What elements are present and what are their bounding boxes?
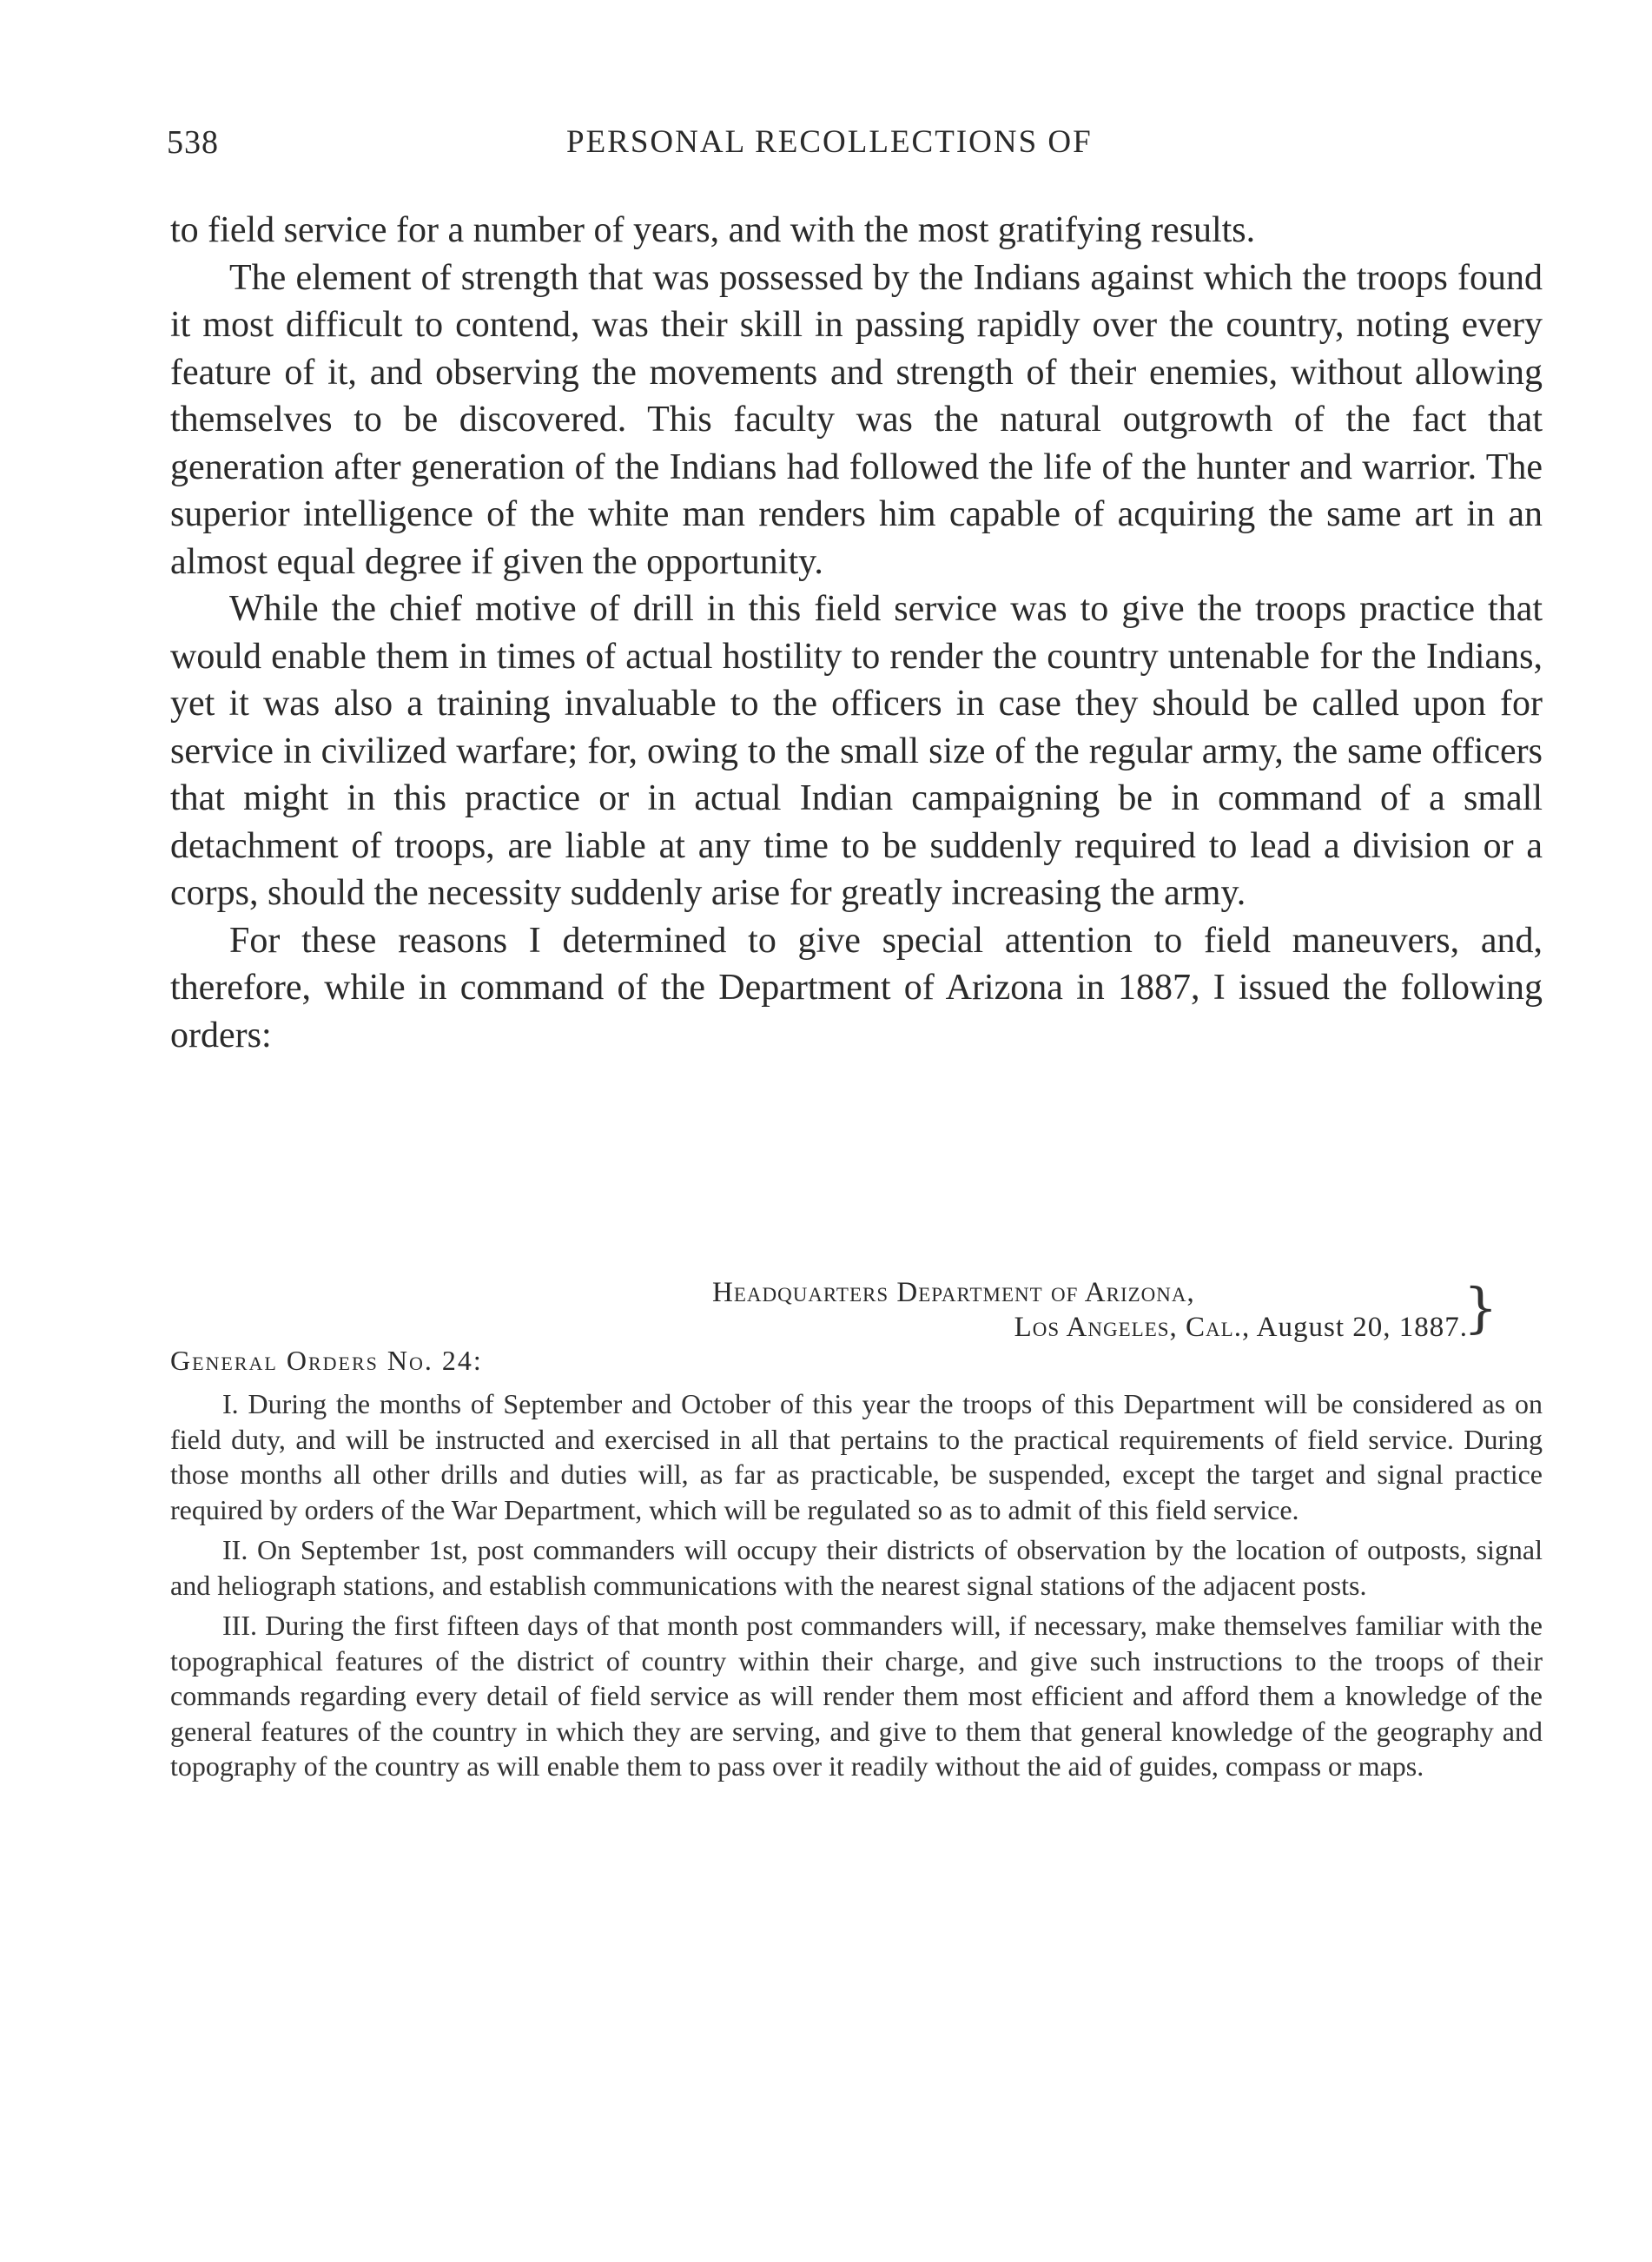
order-item: I. During the months of September and October of this year the troops of this Department will be considered as on field duty, and will be instructed and exercised in all that pertains to the practical requirements of field service. During those months all other drills and duties will, as far as practicable, be suspended, except the target and signal practice required by orders of the War Department, which will be regulated so as to admit of this field service.: [170, 1388, 1543, 1525]
orders-date: August 20, 1887.: [1256, 1312, 1468, 1343]
page-number: 538: [167, 124, 219, 161]
paragraph: For these reasons I determined to give special attention to field maneuvers, and, therefore, while in command of the Department of Arizona in 1887, I issued the following orders:: [170, 920, 1543, 1055]
running-head: [167, 123, 1539, 167]
general-orders-number: General Orders No. 24:: [170, 1345, 483, 1376]
orders-place: Los Angeles, Cal.,: [1014, 1312, 1251, 1343]
paragraph: While the chief motive of drill in this field service was to give the troops practice that would enable them in times of actual hostility to render the country untenable for the Indians, yet it was also a training invaluable to the officers in case they should be called upon for service in civilized warfare; for, owing to the small size of the regular army, the same officers that might in this practice or in actual Indian campaigning be in command of a small detachment of troops, are liable at any time to be suddenly required to lead a division or a corps, should the necessity suddenly arise for greatly increasing the army.: [170, 589, 1543, 913]
body-text: [170, 207, 1543, 1059]
orders-text: [170, 1386, 1543, 1789]
order-item: II. On September 1st, post commanders will occupy their districts of observation by the location of outposts, signal and heliograph stations, and establish communications with the nearest signal stations of the adjacent posts.: [170, 1534, 1543, 1601]
order-item: III. During the first fifteen days of that month post commanders will, if necessary, make themselves familiar with the topographical features of the district of country within their charge, and give such instructions to the troops of their commands regarding every detail of field service as will render them most efficient and afford them a knowledge of the general features of the country in which they are serving, and give to them that general knowledge of the geography and topography of the country as will enable them to pass over it readily without the aid of guides, compass or maps.: [170, 1610, 1543, 1782]
orders-place-date: [712, 1310, 1477, 1345]
paragraph: to field service for a number of years, and with the most gratifying results.: [170, 210, 1256, 250]
running-title: PERSONAL RECOLLECTIONS OF: [566, 124, 1093, 160]
orders-dateline: [712, 1275, 1477, 1345]
brace-icon: }: [1464, 1276, 1498, 1339]
orders-headquarters: Headquarters Department of Arizona,: [712, 1277, 1195, 1308]
paragraph: The element of strength that was possessed by the Indians against which the troops found it most difficult to contend, was their skill in passing rapidly over the country, noting every feature of it, and observing the movements and strength of their enemies, without allowing themselves to be discovered. This faculty was the natural outgrowth of the fact that generation after generation of the Indians had followed the life of the hunter and warrior. The superior intelligence of the white man renders him capable of acquiring the same art in an almost equal degree if given the opportunity.: [170, 257, 1543, 582]
